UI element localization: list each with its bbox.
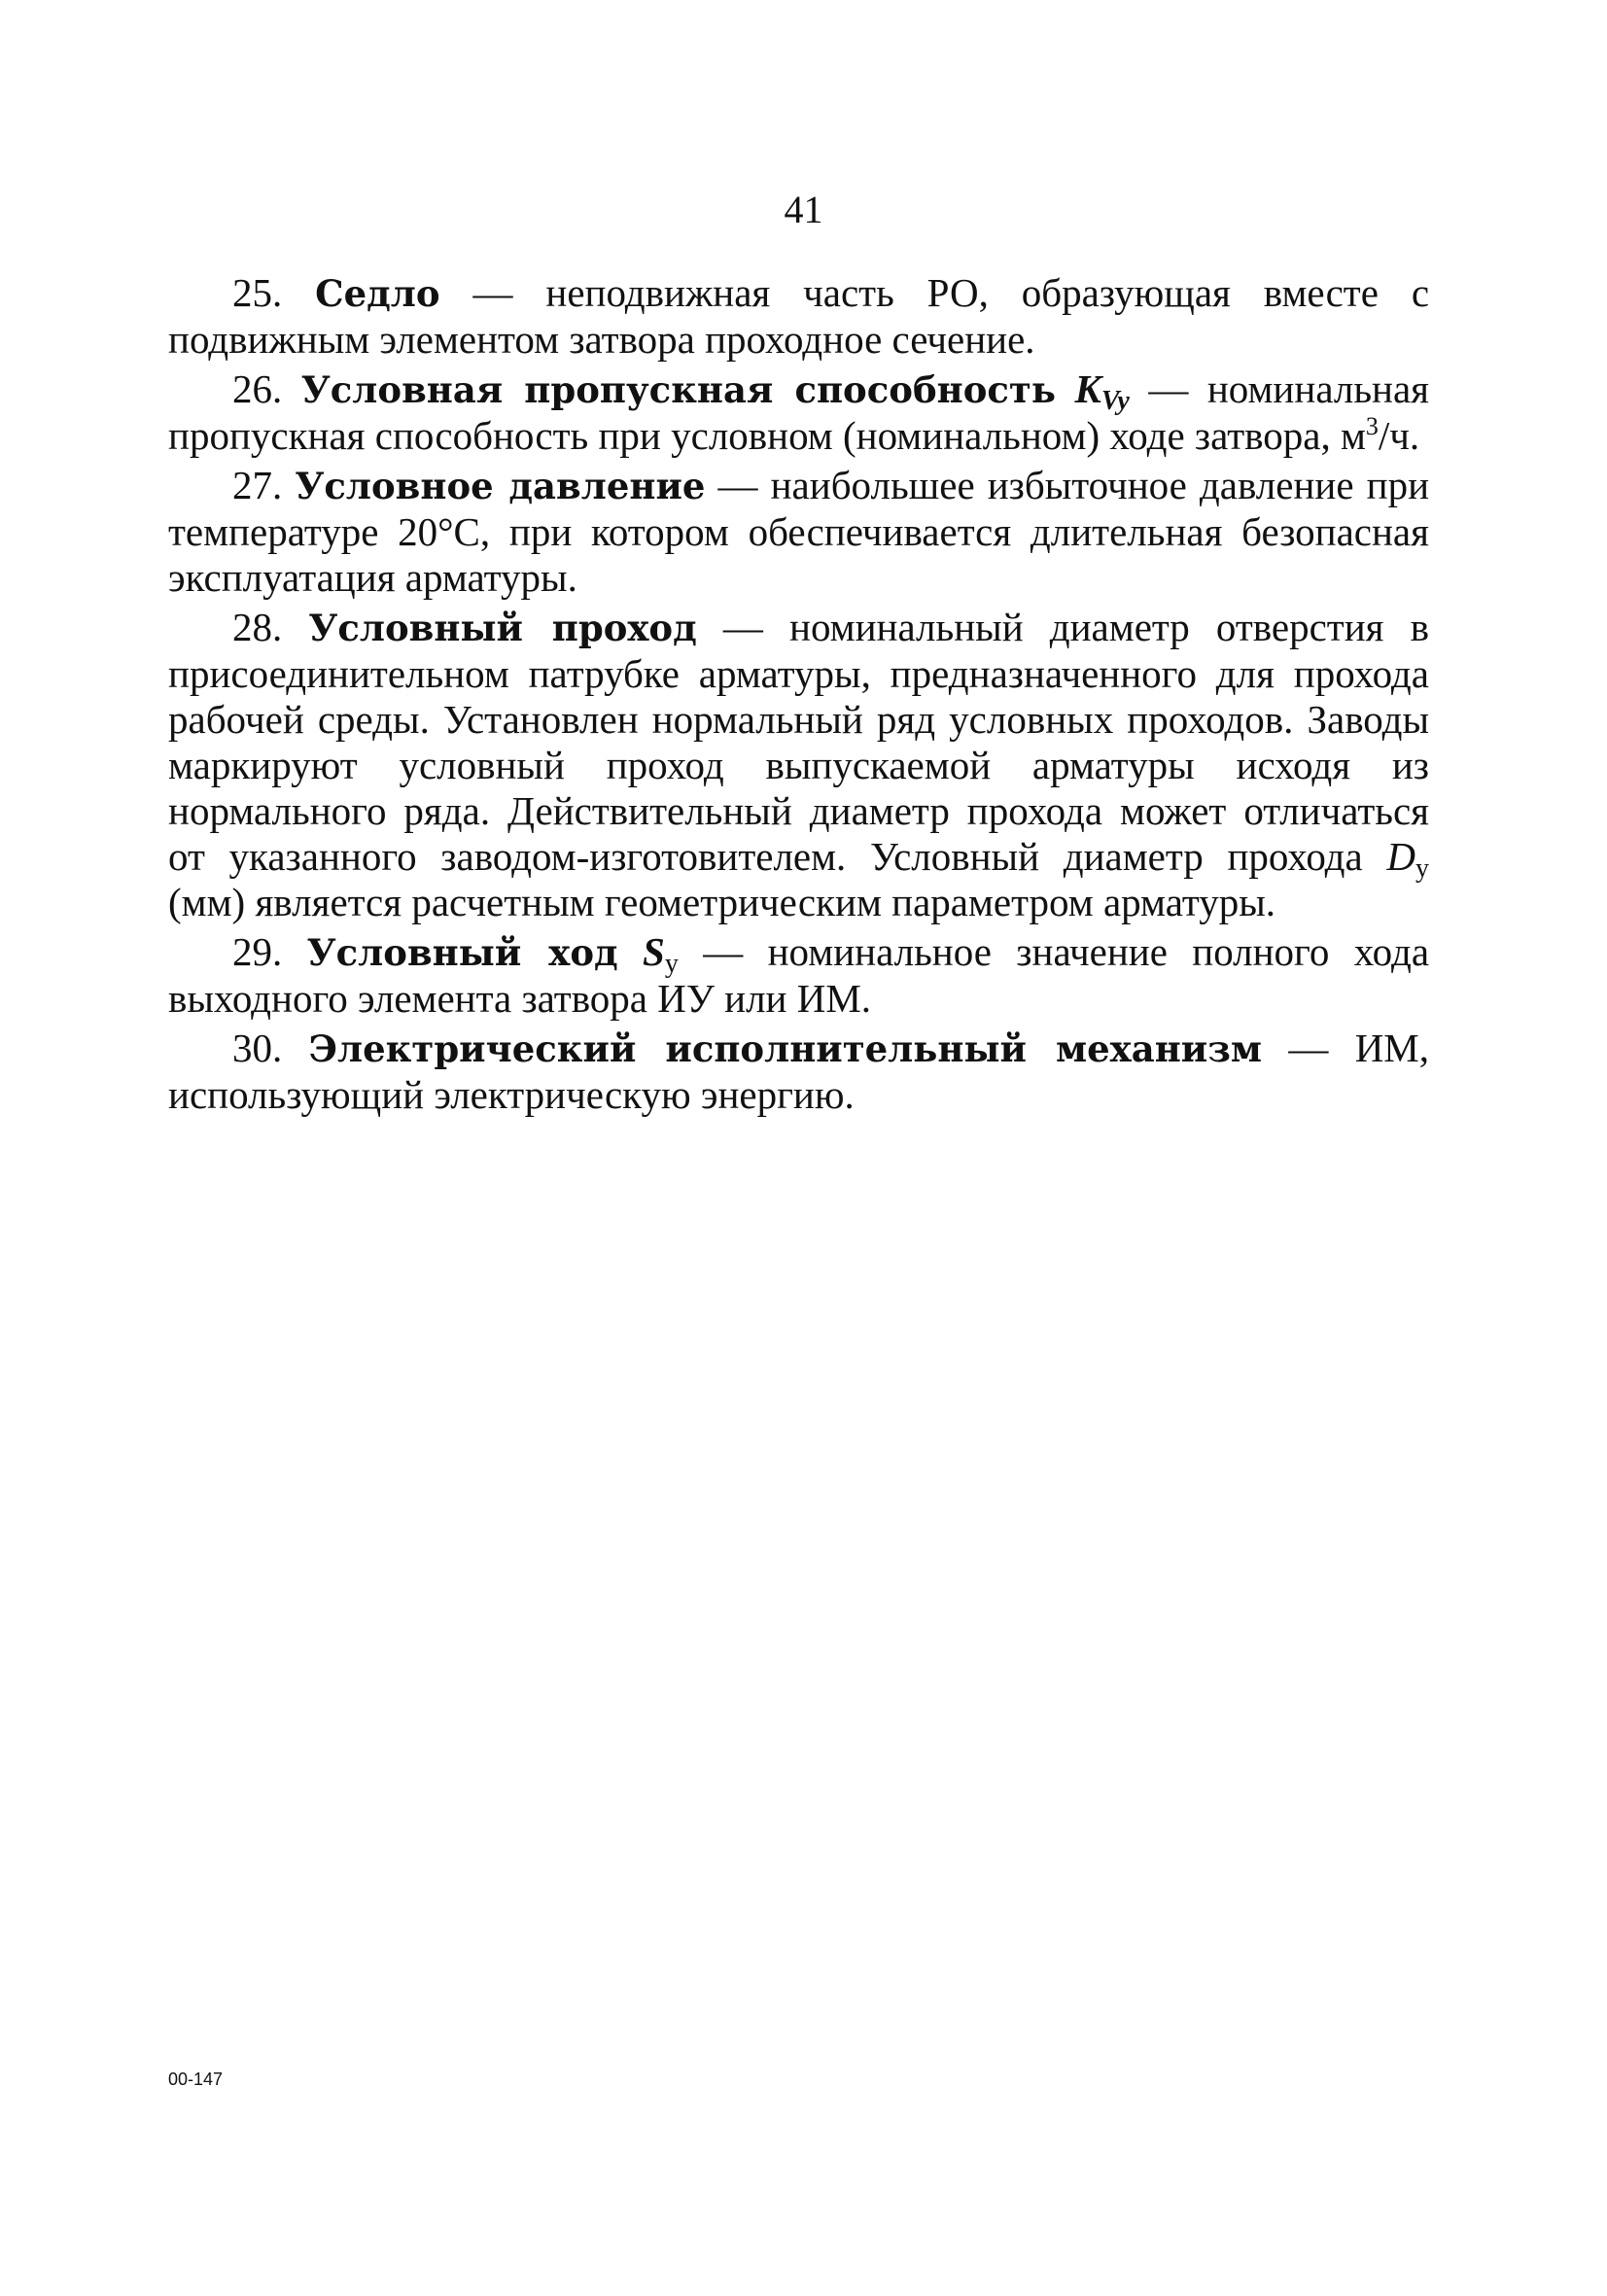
- entry-definition: — номинальное значение полного хода выходного элемента затвора ИУ или ИМ.: [168, 929, 1430, 1021]
- entry-definition: — ИМ, использующий электрическую энергию.: [168, 1026, 1430, 1117]
- symbol-subscript: Vy: [1100, 386, 1130, 416]
- glossary-entry-26: [168, 366, 1429, 459]
- entry-definition-end: /ч.: [1378, 413, 1420, 458]
- entry-definition: — наибольшее избыточное давление при температуре 20°С, при котором обеспечивается длительная безопасная эксплуатация арматуры.: [168, 463, 1430, 600]
- entry-term: Седло: [315, 272, 440, 315]
- entry-number: 28.: [232, 605, 283, 649]
- entry-term: Условная пропускная способность: [300, 368, 1056, 411]
- unit-superscript: 3: [1365, 412, 1379, 440]
- entry-term: Условный проход: [308, 607, 697, 649]
- footer-code: 00-147: [168, 2070, 224, 2089]
- entry-number: 30.: [232, 1026, 283, 1070]
- glossary-entry-30: [168, 1026, 1429, 1118]
- entry-symbol: $D_y$: [1386, 834, 1429, 884]
- page-number: 41: [784, 188, 823, 231]
- entry-number: 27.: [232, 463, 283, 507]
- entry-definition: — номинальный диаметр отверстия в присоединительном патрубке арматуры, предназначенного для прохода рабочей среды. Установлен нормальный ряд условных проходов. Заводы маркируют условный проход выпускаемой арматуры исходя из нормального ряда. Действительный диаметр прохода может отличаться от указанного заводом-изготовителем. Условный диаметр прохода: [168, 605, 1429, 879]
- glossary-entry-29: [168, 929, 1429, 1022]
- entry-symbol: $S_y$: [643, 929, 679, 979]
- entry-term: Электрический исполнительный механизм: [308, 1027, 1262, 1070]
- entry-term: Условное давление: [295, 465, 706, 507]
- symbol-subscript: y: [664, 949, 679, 979]
- entry-number: 26.: [232, 366, 283, 411]
- glossary-entry-27: [168, 463, 1429, 601]
- glossary-entry-25: [168, 270, 1429, 363]
- entry-number: 25.: [232, 270, 283, 315]
- entry-term: Условный ход: [306, 931, 618, 974]
- entry-symbol: $K_{Vy}$: [1074, 366, 1130, 416]
- glossary-entry-28: [168, 605, 1429, 925]
- entry-definition: — номинальная пропускная способность при условном (номинальном) ходе затвора, м: [168, 366, 1430, 458]
- glossary-body: [168, 270, 1429, 1122]
- entry-definition: — неподвижная часть РО, образующая вместе с подвижным элементом затвора проходное сечение.: [168, 270, 1430, 362]
- symbol-subscript: y: [1415, 853, 1429, 884]
- entry-number: 29.: [232, 929, 283, 974]
- entry-definition-end: (мм) является расчетным геометрическим параметром арматуры.: [168, 880, 1276, 924]
